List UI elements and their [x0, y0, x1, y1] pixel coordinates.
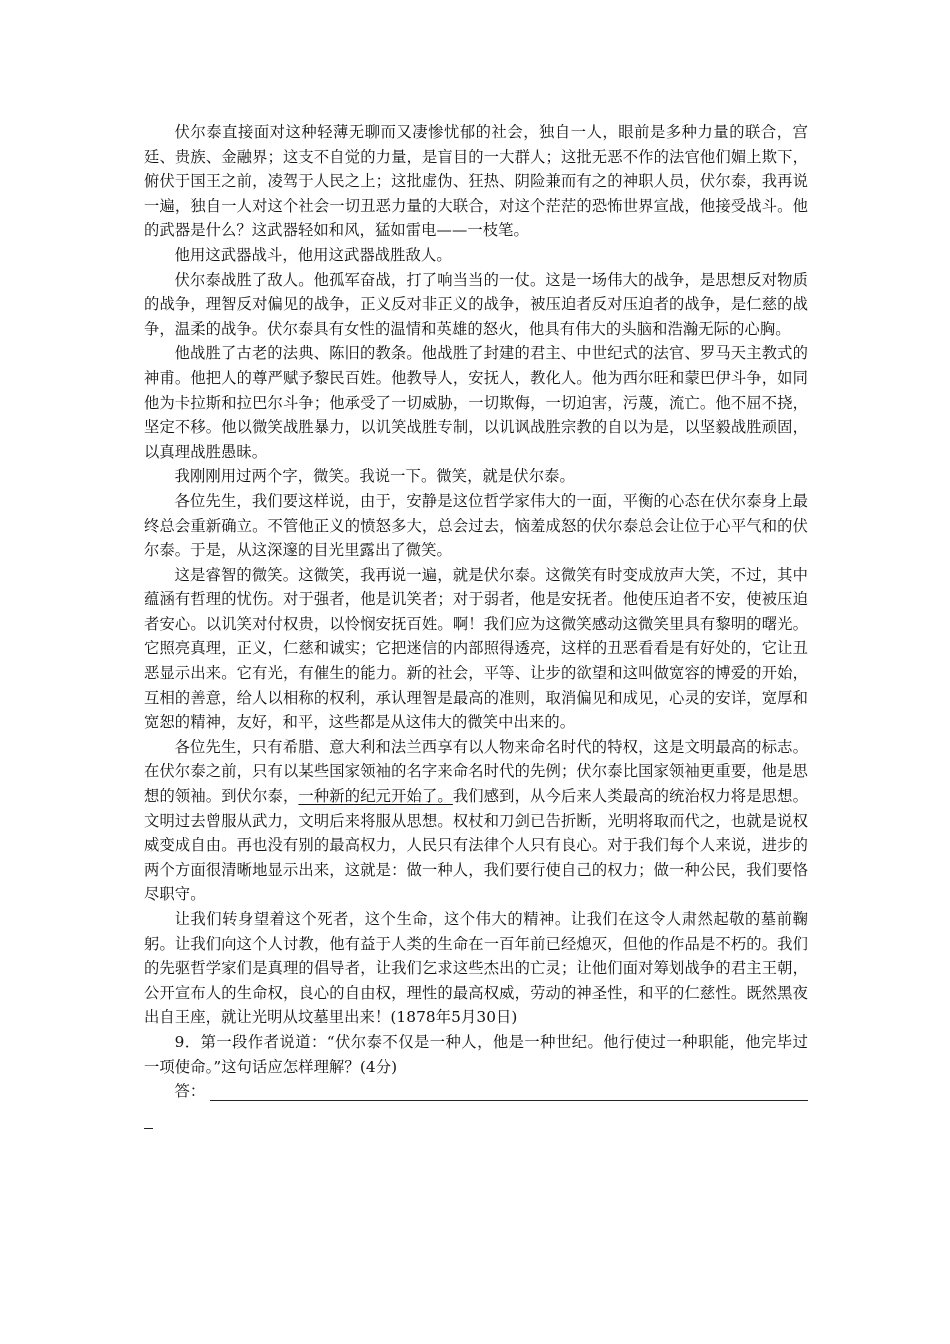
paragraph-7: 这是睿智的微笑。这微笑，我再说一遍，就是伏尔泰。这微笑有时变成放声大笑，不过，其中蕴涵有哲理的忧伤。对于强者，他是讥笑者；对于弱者，他是安抚者。他使压迫者不安，使被压迫者安心。以讥笑对付权贵，以怜悯安抚百姓。啊！我们应为这微笑感动这微笑里具有黎明的曙光。它照亮真理，正义，仁慈和诚实；它把迷信的内部照得透亮，这样的丑恶看看是有好处的，它让丑恶显示出来。它有光，有催生的能力。新的社会，平等、让步的欲望和这叫做宽容的博爱的开始，互相的善意，给人以相称的权利，承认理智是最高的准则，取消偏见和成见，心灵的安详，宽厚和宽恕的精神，友好，和平，这些都是从这伟大的微笑中出来的。 — [144, 565, 808, 732]
answer-label: 答： — [174, 1082, 206, 1101]
stray-underline — [144, 1128, 153, 1129]
paragraph-6: 各位先生，我们要这样说，由于，安静是这位哲学家伟大的一面，平衡的心态在伏尔泰身上最终总会重新确立。不管他正义的愤怒多大，总会过去，恼羞成怒的伏尔泰总会让位于心平气和的伏尔泰。于是，从这深邃的目光里露出了微笑。 — [144, 491, 808, 560]
paragraph-2: 他用这武器战斗，他用这武器战胜敌人。 — [174, 245, 452, 264]
paragraph-8-text-before: 各位先生，只有希腊、意大利和法兰西享有以人物来命名时代的特权，这是文明最高的标志。在伏尔泰之前，只有以某些国家领袖的名字来命名时代的先例；伏尔泰比国家领袖更重要，他是思想的领袖。到伏尔泰， — [144, 737, 808, 806]
paragraph-4: 他战胜了古老的法典、陈旧的教条。他战胜了封建的君主、中世纪式的法官、罗马天主教式的神甫。他把人的尊严赋予黎民百姓。他教导人，安抚人，教化人。他为西尔旺和蒙巴伊斗争，如同他为卡拉斯和拉巴尔斗争；他承受了一切威胁，一切欺侮，一切迫害，污蔑，流亡。他不屈不挠，坚定不移。他以微笑战胜暴力，以讥笑战胜专制，以讥讽战胜宗教的自以为是，以坚毅战胜顽固，以真理战胜愚昧。 — [144, 344, 808, 461]
answer-line[interactable] — [210, 1100, 808, 1101]
question-9: 9．第一段作者说道：“伏尔泰不仅是一种人，他是一种世纪。他行使过一种职能，他完毕过一项使命。”这句话应怎样理解？(4分) — [144, 1032, 808, 1076]
paragraph-8-text-after: 我们感到，从今后来人类最高的统治权力将是思想。文明过去曾服从武力，文明后来将服从思想。权杖和刀剑已告折断，光明将取而代之，也就是说权威变成自由。再也没有别的最高权力，人民只有法律个人只有良心。对于我们每个人来说，进步的两个方面很清晰地显示出来，这就是：做一种人，我们要行使自己的权力；做一种公民，我们要恪尽职守。 — [144, 787, 808, 904]
paragraph-1: 伏尔泰直接面对这种轻薄无聊而又凄惨忧郁的社会，独自一人，眼前是多种力量的联合，宫廷、贵族、金融界；这支不自觉的力量，是盲目的一大群人；这批无恶不作的法官他们媚上欺下，俯伏于国王之前，凌驾于人民之上；这批虚伪、狂热、阴险兼而有之的神职人员，伏尔泰，我再说一遍，独自一人对这个社会一切丑恶力量的大联合，对这个茫茫的恐怖世界宣战，他接受战斗。他的武器是什么？这武器轻如和风，猛如雷电——一枝笔。 — [144, 123, 808, 240]
answer-area — [144, 1079, 808, 1105]
paragraph-3: 伏尔泰战胜了敌人。他孤军奋战，打了响当当的一仗。这是一场伟大的战争，是思想反对物质的战争，理智反对偏见的战争，正义反对非正义的战争，被压迫者反对压迫者的战争，是仁慈的战争，温柔的战争。伏尔泰具有女性的温情和英雄的怒火，他具有伟大的头脑和浩瀚无际的心胸。 — [144, 270, 808, 338]
paragraph-9: 让我们转身望着这个死者，这个生命，这个伟大的精神。让我们在这令人肃然起敬的墓前鞠躬。让我们向这个人讨教，他有益于人类的生命在一百年前已经熄灭，但他的作品是不朽的。我们的先驱哲学家们是真理的倡导者，让我们乞求这些杰出的亡灵；让他们面对筹划战争的君主王朝，公开宣布人的生命权，良心的自由权，理性的最高权威，劳动的神圣性，和平的仁慈性。既然黑夜出自王座，就让光明从坟墓里出来！(1878年5月30日) — [144, 910, 808, 1027]
paragraph-5: 我刚刚用过两个字，微笑。我说一下。微笑，就是伏尔泰。 — [174, 467, 575, 486]
underlined-sentence: 一种新的纪元开始了。 — [298, 787, 453, 806]
document-body — [144, 120, 808, 1105]
paragraph-8 — [144, 735, 808, 907]
